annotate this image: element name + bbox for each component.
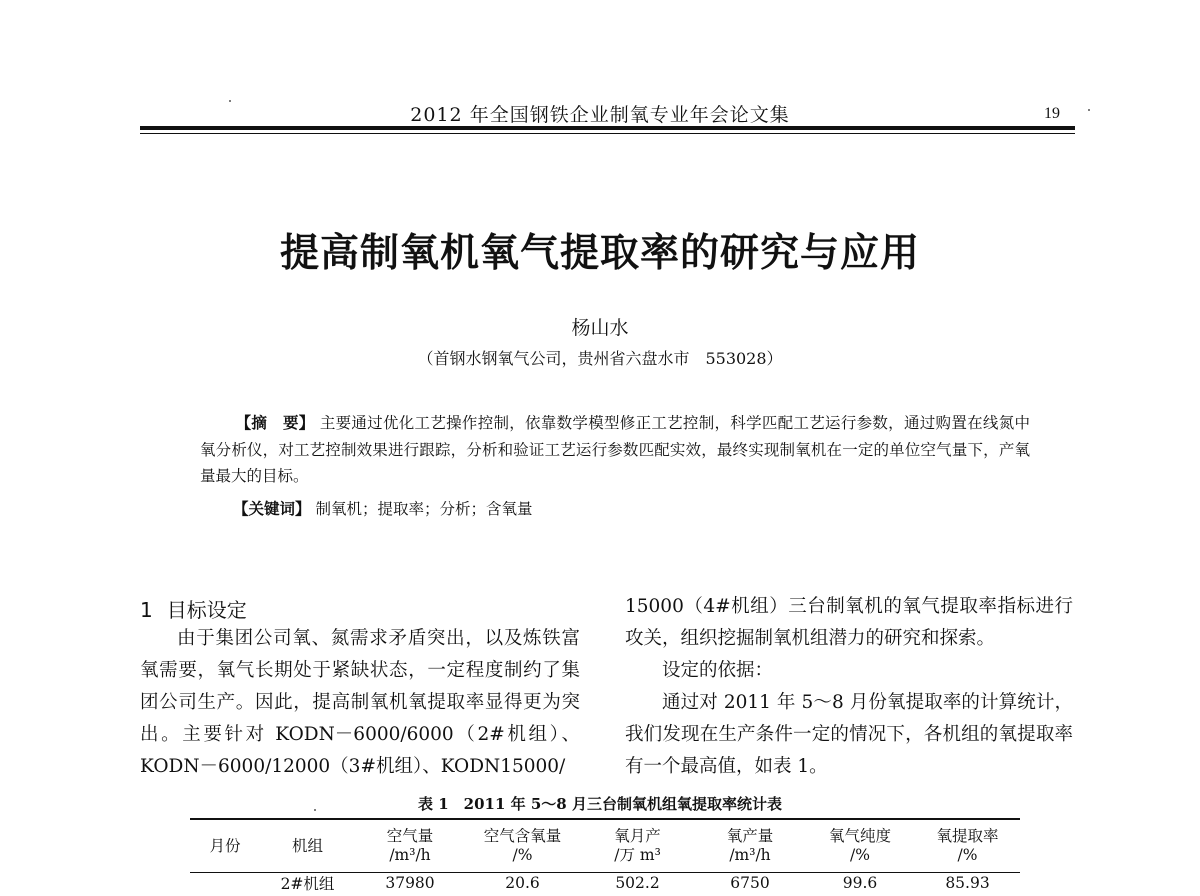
table-header-row <box>190 822 1020 870</box>
section-number: 1 <box>140 598 153 622</box>
column-header: 氧提取率 /% <box>936 827 999 864</box>
section-heading <box>140 594 261 623</box>
scan-speck <box>229 100 231 102</box>
section-title: 目标设定 <box>166 598 247 622</box>
page-number: 19 <box>1044 105 1060 122</box>
column-header: 氧月产 /万 m³ <box>614 827 661 864</box>
table-row <box>190 870 1020 896</box>
table-cell: 2#机组 <box>280 875 335 893</box>
body-paragraph: 通过对 2011 年 5～8 月份氧提取率的计算统计，我们发现在生产条件一定的情况下，各机组的氧提取率有一个最高值，如表 1。 <box>625 692 1073 777</box>
body-column-right <box>625 591 1073 783</box>
table-rule-top <box>190 818 1020 820</box>
table-cell: 85.93 <box>945 874 990 892</box>
table-cell <box>190 870 260 896</box>
abstract-label: 【摘 要】 <box>235 413 315 432</box>
table-cell: 6750 <box>730 874 770 892</box>
abstract-text: 主要通过优化工艺操作控制，依靠数学模型修正工艺控制，科学匹配工艺运行参数，通过购置在线氮中氧分析仪，对工艺控制效果进行跟踪，分析和验证工艺运行参数匹配实效，最终实现制氧机在一定的单位空气量下，产氧量最大的目标。 <box>200 414 1030 485</box>
scan-speck <box>1088 109 1090 111</box>
body-paragraph: 15000（4#机组）三台制氧机的氧气提取率指标进行攻关，组织挖掘制氧机组潜力的研究和探索。 <box>625 596 1073 649</box>
column-header: 氧气纯度 /% <box>828 827 891 864</box>
table-caption: 表 1 2011 年 5～8 月三台制氧机组氧提取率统计表 <box>418 795 782 813</box>
abstract <box>200 410 1030 490</box>
column-header: 月份 <box>209 836 241 855</box>
table-cell: 20.6 <box>505 874 540 892</box>
keywords-text: 制氧机；提取率；分析；含氧量 <box>315 500 533 518</box>
column-header: 空气含氧量 /% <box>483 827 562 864</box>
table-cell: 37980 <box>385 874 435 892</box>
column-header: 空气量 /m³/h <box>386 827 434 864</box>
keywords-label: 【关键词】 <box>233 499 311 518</box>
column-header: 机组 <box>291 836 323 855</box>
running-header-title: 2012 年全国钢铁企业制氧专业年会论文集 <box>410 104 790 126</box>
author-name: 杨山水 <box>571 317 629 339</box>
column-header: 氧产量 /m³/h <box>726 827 774 864</box>
table-cell: 502.2 <box>615 874 660 892</box>
statistics-table <box>190 822 1020 896</box>
body-paragraph: 设定的依据： <box>662 660 774 681</box>
body-column-left <box>140 623 580 783</box>
author-affiliation: （首钢水钢氧气公司，贵州省六盘水市 553028） <box>417 349 783 368</box>
header-rule-thick <box>140 126 1075 130</box>
table-cell: 99.6 <box>842 874 878 892</box>
keywords <box>233 497 532 519</box>
body-paragraph: 由于集团公司氧、氮需求矛盾突出，以及炼铁富氧需要，氧气长期处于紧缺状态，一定程度制约了集团公司生产。因此，提高制氧机氧提取率显得更为突出。主要针对 KODN－6000/6000（2#机组）、KODN－6000/12000（3#机组）、KODN15000/ <box>140 628 580 777</box>
article-title: 提高制氧机氧气提取率的研究与应用 <box>279 230 920 276</box>
header-rule-thin <box>140 133 1075 134</box>
